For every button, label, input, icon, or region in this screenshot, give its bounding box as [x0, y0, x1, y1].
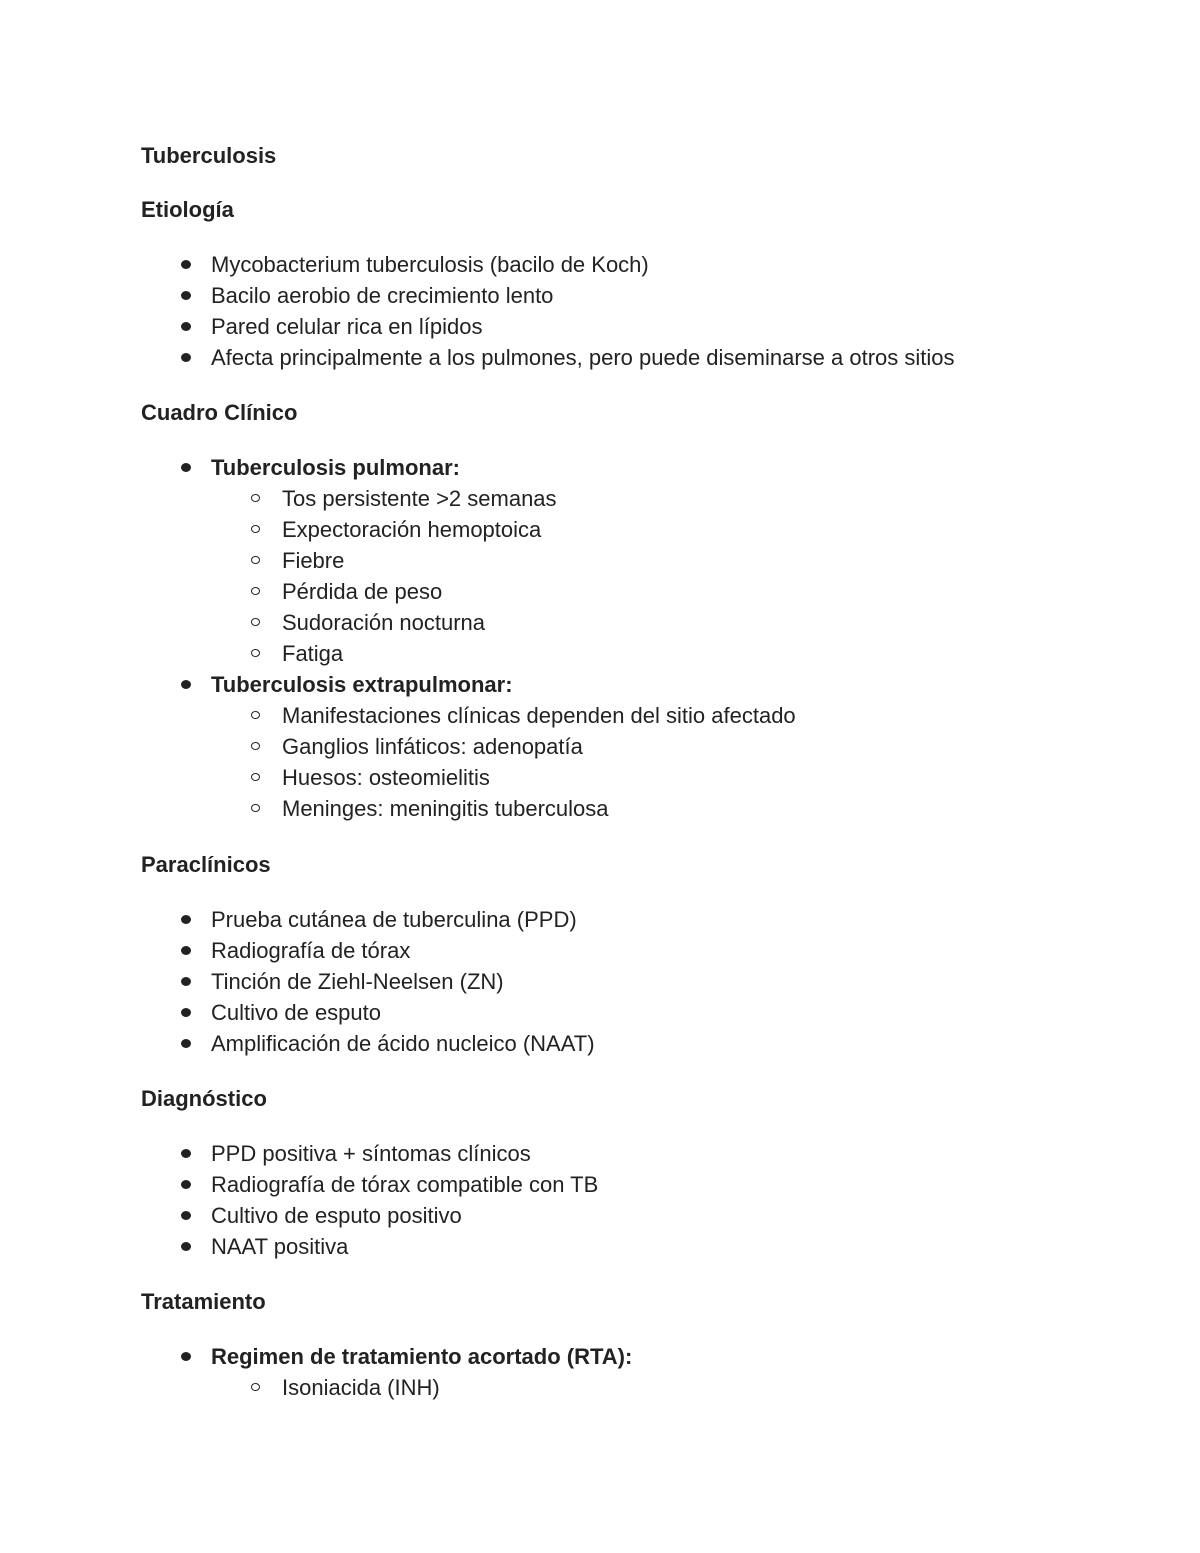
bullet-list: [141, 904, 1141, 1059]
list-item: Radiografía de tórax: [141, 935, 1141, 966]
section-heading: Tratamiento: [141, 1289, 266, 1314]
bullet-dot-icon: [181, 291, 191, 300]
list-item: Mycobacterium tuberculosis (bacilo de Koch): [141, 249, 1141, 280]
bullet-list: [141, 452, 1141, 824]
sub-list-item: Expectoración hemoptoica: [141, 514, 1141, 545]
bullet-circle-icon: [251, 649, 260, 657]
list-item: Pared celular rica en lípidos: [141, 311, 1141, 342]
section-cuadro-clinico: [141, 400, 1141, 824]
bullet-dot-icon: [181, 1008, 191, 1017]
bullet-dot-icon: [181, 915, 191, 924]
list-item: Bacilo aerobio de crecimiento lento: [141, 280, 1141, 311]
bullet-dot-icon: [181, 1149, 191, 1158]
sub-list-item: Manifestaciones clínicas dependen del sitio afectado: [141, 700, 1141, 731]
bullet-circle-icon: [251, 804, 260, 812]
bullet-dot-icon: [181, 680, 191, 689]
list-item: Cultivo de esputo: [141, 997, 1141, 1028]
bullet-circle-icon: [251, 773, 260, 781]
bullet-dot-icon: [181, 1180, 191, 1189]
sub-list-item: Ganglios linfáticos: adenopatía: [141, 731, 1141, 762]
bullet-dot-icon: [181, 322, 191, 331]
document-title: Tuberculosis: [141, 143, 277, 168]
section-etiologia: [141, 197, 1141, 373]
bullet-dot-icon: [181, 1211, 191, 1220]
bullet-list: [141, 1341, 1141, 1403]
list-item: PPD positiva + síntomas clínicos: [141, 1138, 1141, 1169]
bullet-circle-icon: [251, 587, 260, 595]
bullet-dot-icon: [181, 946, 191, 955]
bullet-circle-icon: [251, 618, 260, 626]
list-item: Tinción de Ziehl-Neelsen (ZN): [141, 966, 1141, 997]
sub-list-item: Sudoración nocturna: [141, 607, 1141, 638]
list-item: Cultivo de esputo positivo: [141, 1200, 1141, 1231]
section-heading: Diagnóstico: [141, 1086, 267, 1111]
bullet-dot-icon: [181, 260, 191, 269]
bullet-dot-icon: [181, 353, 191, 362]
section-paraclinicos: [141, 852, 1141, 1059]
bullet-dot-icon: [181, 1352, 191, 1361]
bullet-dot-icon: [181, 463, 191, 472]
bullet-circle-icon: [251, 525, 260, 533]
bullet-dot-icon: [181, 1039, 191, 1048]
sub-list-item: Huesos: osteomielitis: [141, 762, 1141, 793]
bullet-circle-icon: [251, 494, 260, 502]
sub-list-item: Meninges: meningitis tuberculosa: [141, 793, 1141, 824]
list-item-group: Tuberculosis extrapulmonar:: [141, 669, 1141, 700]
section-heading: Etiología: [141, 197, 234, 222]
sub-list-item: Pérdida de peso: [141, 576, 1141, 607]
bullet-list: [141, 1138, 1141, 1262]
section-heading: Cuadro Clínico: [141, 400, 298, 425]
bullet-circle-icon: [251, 711, 260, 719]
section-heading: Paraclínicos: [141, 852, 271, 877]
bullet-dot-icon: [181, 1242, 191, 1251]
sub-list-item: Isoniacida (INH): [141, 1372, 1141, 1403]
sub-list-item: Tos persistente >2 semanas: [141, 483, 1141, 514]
bullet-circle-icon: [251, 1383, 260, 1391]
list-item-group: Tuberculosis pulmonar:: [141, 452, 1141, 483]
section-diagnostico: [141, 1086, 1141, 1262]
list-item: Prueba cutánea de tuberculina (PPD): [141, 904, 1141, 935]
list-item: Radiografía de tórax compatible con TB: [141, 1169, 1141, 1200]
bullet-circle-icon: [251, 742, 260, 750]
list-item-group: Regimen de tratamiento acortado (RTA):: [141, 1341, 1141, 1372]
section-tratamiento: [141, 1289, 1141, 1403]
bullet-dot-icon: [181, 977, 191, 986]
list-item: Afecta principalmente a los pulmones, pero puede diseminarse a otros sitios: [141, 342, 1141, 373]
bullet-circle-icon: [251, 556, 260, 564]
list-item: NAAT positiva: [141, 1231, 1141, 1262]
sub-list-item: Fiebre: [141, 545, 1141, 576]
bullet-list: [141, 249, 1141, 373]
sub-list-item: Fatiga: [141, 638, 1141, 669]
list-item: Amplificación de ácido nucleico (NAAT): [141, 1028, 1141, 1059]
